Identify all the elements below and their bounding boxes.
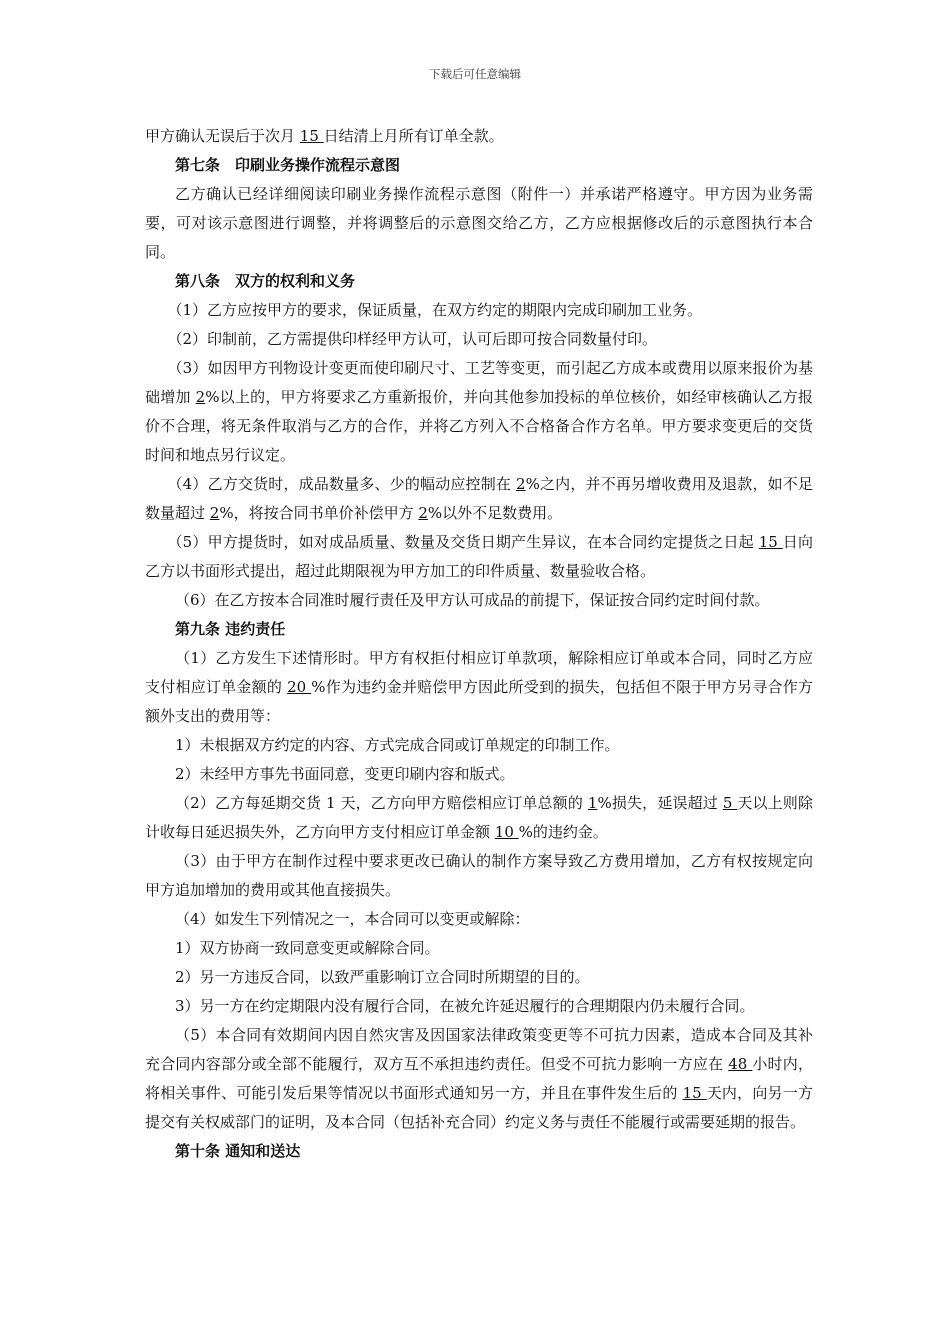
paragraph — [145, 1021, 813, 1137]
underlined-value: 15 — [299, 127, 324, 145]
paragraph — [145, 731, 813, 760]
paragraph — [145, 992, 813, 1021]
text-run: 甲方确认无误后于次月 — [145, 127, 300, 145]
underlined-value: 2 — [418, 504, 428, 522]
paragraph — [145, 470, 813, 528]
text-run: 1）双方协商一致同意变更或解除合同。 — [175, 939, 440, 957]
text-run: 2）另一方违反合同，以致严重影响订立合同时所期望的目的。 — [175, 968, 590, 986]
text-run: 第八条 双方的权利和义务 — [175, 272, 356, 290]
text-run: 第十条 通知和送达 — [175, 1142, 301, 1160]
text-run: （2）乙方每延期交货 1 天，乙方向甲方赔偿相应订单总额的 — [175, 794, 588, 812]
section-heading — [145, 1137, 813, 1166]
page-header: 下载后可任意编辑 — [429, 67, 521, 81]
text-run: %作为违约金并赔偿甲方因此所受到的损失，包括但不限于甲方另寻合作方额外支出的费用等： — [145, 678, 813, 725]
text-run: （4）如发生下列情况之一，本合同可以变更或解除： — [175, 910, 530, 928]
text-run: 1）未根据双方约定的内容、方式完成合同或订单规定的印制工作。 — [175, 736, 620, 754]
underlined-value: 1 — [587, 794, 598, 812]
text-run: （4）乙方交货时，成品数量多、少的幅动应控制在 — [167, 475, 517, 493]
text-run: 天以上则除计收每日延迟损失外，乙方向甲方支付相应订单金额 — [145, 794, 813, 841]
text-run: %以上的，甲方将要求乙方重新报价，并向其他参加投标的单位核价，如经审核确认乙方报价不合理，将无条件取消与乙方的合作，并将乙方列入不合格备合作方名单。甲方要求变更后的交货时间和地点另行议定。 — [145, 388, 813, 464]
text-run: （1）乙方应按甲方的要求，保证质量，在双方约定的期限内完成印刷加工业务。 — [167, 301, 703, 319]
text-run: 天内，向另一方提交有关权威部门的证明，及本合同（包括补充合同）约定义务与责任不能履行或需要延期的报告。 — [145, 1084, 813, 1131]
text-run: （5）甲方提货时，如对成品质量、数量及交货日期产生异议，在本合同约定提货之日起 — [167, 533, 759, 551]
paragraph — [145, 180, 813, 267]
paragraph — [145, 528, 813, 586]
section-heading — [145, 151, 813, 180]
text-run: %的违约金。 — [518, 823, 608, 841]
text-run: （6）在乙方按本合同准时履行责任及甲方认可成品的前提下，保证按合同约定时间付款。 — [175, 591, 770, 609]
text-run: （2）印制前，乙方需提供印样经甲方认可，认可后即可按合同数量付印。 — [167, 330, 658, 348]
text-run: （1）乙方发生下述情形时。甲方有权拒付相应订单款项，解除相应订单或本合同，同时乙方应支付相应订单金额的 — [145, 649, 813, 696]
text-run: %之内，并不再另增收费用及退款，如不足数量超过 — [145, 475, 813, 522]
underlined-value: 48 — [728, 1055, 753, 1073]
text-run: 日向乙方以书面形式提出，超过此期限视为甲方加工的印件质量、数量验收合格。 — [145, 533, 813, 580]
paragraph — [145, 934, 813, 963]
paragraph — [145, 325, 813, 354]
text-run: %，将按合同书单价补偿甲方 — [219, 504, 419, 522]
underlined-value: 20 — [287, 678, 312, 696]
text-run: （3）如因甲方刊物设计变更而使印刷尺寸、工艺等变更，而引起乙方成本或费用以原来报价为基础增加 — [145, 359, 813, 406]
section-heading — [145, 615, 813, 644]
paragraph — [145, 760, 813, 789]
text-run: 3）另一方在约定期限内没有履行合同，在被允许延迟履行的合理期限内仍未履行合同。 — [175, 997, 755, 1015]
paragraph — [145, 122, 813, 151]
paragraph — [145, 354, 813, 470]
text-run: （3）由于甲方在制作过程中要求更改已确认的制作方案导致乙方费用增加，乙方有权按规定向甲方追加增加的费用或其他直接损失。 — [145, 852, 813, 899]
section-heading — [145, 267, 813, 296]
text-run: 日结清上月所有订单全款。 — [323, 127, 504, 145]
paragraph — [145, 644, 813, 731]
text-run: %以外不足数费用。 — [427, 504, 563, 522]
underlined-value: 15 — [682, 1084, 707, 1102]
paragraph — [145, 905, 813, 934]
document-body — [145, 122, 813, 1166]
text-run: （5）本合同有效期间内因自然灾害及因国家法律政策变更等不可抗力因素，造成本合同及其补充合同内容部分或全部不能履行，双方互不承担违约责任。但受不可抗力影响一方应在 — [145, 1026, 813, 1073]
underlined-value: 15 — [758, 533, 783, 551]
underlined-value: 2 — [195, 388, 206, 406]
text-run: 第七条 印刷业务操作流程示意图 — [175, 156, 401, 174]
text-run: 2）未经甲方事先书面同意，变更印刷内容和版式。 — [175, 765, 515, 783]
underlined-value: 5 — [722, 794, 738, 812]
paragraph — [145, 847, 813, 905]
paragraph — [145, 296, 813, 325]
underlined-value: 2 — [209, 504, 220, 522]
paragraph — [145, 963, 813, 992]
underlined-value: 2 — [516, 475, 526, 493]
text-run: 乙方确认已经详细阅读印刷业务操作流程示意图（附件一）并承诺严格遵守。甲方因为业务需要，可对该示意图进行调整，并将调整后的示意图交给乙方，乙方应根据修改后的示意图执行本合同。 — [145, 185, 813, 261]
underlined-value: 10 — [494, 823, 519, 841]
paragraph — [145, 789, 813, 847]
text-run: 第九条 违约责任 — [175, 620, 286, 638]
text-run: %损失，延误超过 — [597, 794, 723, 812]
paragraph — [145, 586, 813, 615]
text-run: 小时内，将相关事件、可能引发后果等情况以书面形式通知另一方，并且在事件发生后的 — [145, 1055, 813, 1102]
